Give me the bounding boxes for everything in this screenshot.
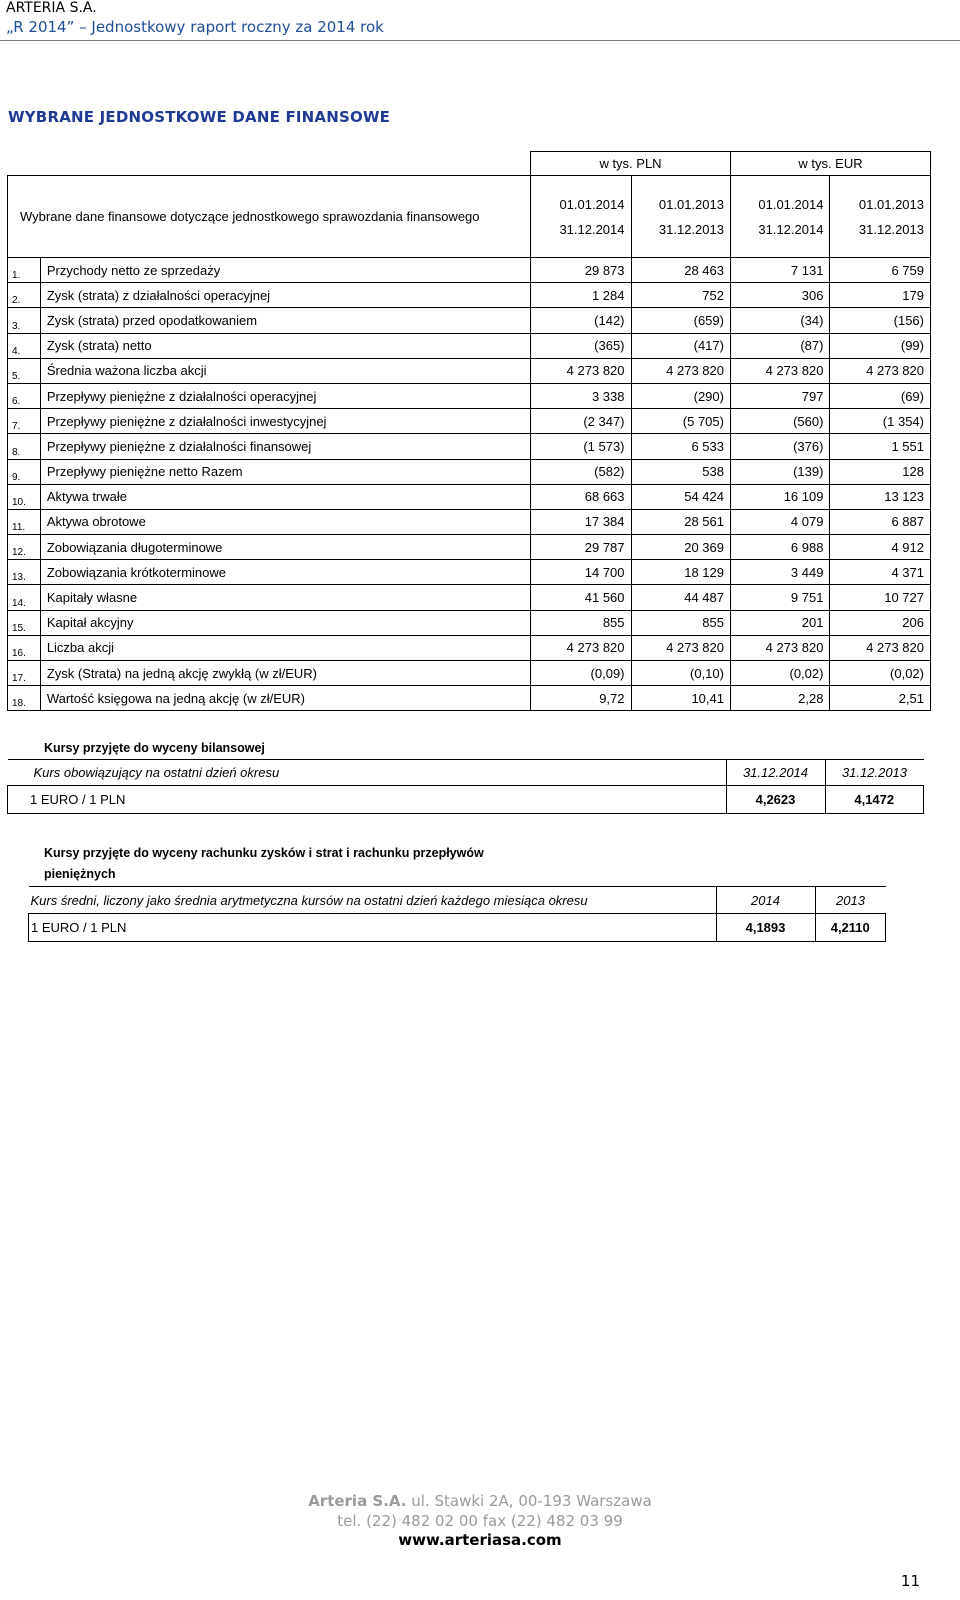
kurs-bilans-date-2013: 31.12.2013	[825, 760, 924, 786]
row-value: (5 705)	[631, 409, 730, 434]
row-label: Średnia ważona liczba akcji	[40, 358, 530, 383]
row-label: Przepływy pieniężne z działalności inwestycyjnej	[40, 409, 530, 434]
row-value: (139)	[730, 459, 829, 484]
row-value: 4 273 820	[631, 635, 730, 660]
row-value: (582)	[531, 459, 632, 484]
kurs-bilans-value-2014: 4,2623	[726, 786, 825, 814]
row-value: 4 371	[830, 560, 931, 585]
kurs-rzis-year-2013: 2013	[815, 887, 886, 914]
table-row	[8, 610, 931, 635]
row-value: 6 759	[830, 258, 931, 283]
row-label: Kapitały własne	[40, 585, 530, 610]
row-value: 54 424	[631, 484, 730, 509]
period-header	[730, 176, 829, 258]
row-value: (34)	[730, 308, 829, 333]
footer-website: www.arteriasa.com	[398, 1531, 562, 1549]
row-value: 4 079	[730, 509, 829, 534]
row-value: 9,72	[531, 686, 632, 711]
row-label: Wartość księgowa na jedną akcję (w zł/EUR)	[40, 686, 530, 711]
row-value: 10 727	[830, 585, 931, 610]
row-value: (0,10)	[631, 661, 730, 686]
report-title: „R 2014” – Jednostkowy raport roczny za 2014 rok	[6, 18, 384, 36]
row-number: 4.	[8, 333, 41, 358]
row-value: (0,02)	[830, 661, 931, 686]
table-row	[8, 333, 931, 358]
row-label: Kapitał akcyjny	[40, 610, 530, 635]
row-number: 17.	[8, 661, 41, 686]
row-value: 14 700	[531, 560, 632, 585]
row-value: 4 273 820	[730, 358, 829, 383]
row-value: 17 384	[531, 509, 632, 534]
table-row	[8, 283, 931, 308]
row-value: (417)	[631, 333, 730, 358]
row-value: 6 887	[830, 509, 931, 534]
row-value: (365)	[531, 333, 632, 358]
header-divider	[0, 40, 960, 41]
row-value: 179	[830, 283, 931, 308]
table-row	[8, 434, 931, 459]
row-value: (290)	[631, 383, 730, 408]
row-label: Aktywa trwałe	[40, 484, 530, 509]
row-number: 8.	[8, 434, 41, 459]
period-header	[830, 176, 931, 258]
row-value: 306	[730, 283, 829, 308]
row-value: 68 663	[531, 484, 632, 509]
row-value: 4 273 820	[531, 635, 632, 660]
table-row	[8, 686, 931, 711]
row-number: 13.	[8, 560, 41, 585]
row-value: 4 912	[830, 535, 931, 560]
kurs-rzis-value-2014: 4,1893	[716, 914, 815, 942]
page-number: 11	[900, 1572, 920, 1590]
row-value: (2 347)	[531, 409, 632, 434]
row-value: 3 449	[730, 560, 829, 585]
table-row	[8, 383, 931, 408]
row-value: (1 354)	[830, 409, 931, 434]
row-label: Zobowiązania krótkoterminowe	[40, 560, 530, 585]
row-label: Zobowiązania długoterminowe	[40, 535, 530, 560]
row-value: 29 787	[531, 535, 632, 560]
table-row	[8, 585, 931, 610]
row-value: (156)	[830, 308, 931, 333]
table-row	[8, 484, 931, 509]
row-value: 128	[830, 459, 931, 484]
row-value: 28 561	[631, 509, 730, 534]
row-value: 18 129	[631, 560, 730, 585]
period-header	[631, 176, 730, 258]
kurs-rzis-title: Kursy przyjęte do wyceny rachunku zysków i strat i rachunku przepływów	[44, 846, 484, 860]
table-row	[8, 560, 931, 585]
row-value: 4 273 820	[531, 358, 632, 383]
table-caption: Wybrane dane finansowe dotyczące jednostkowego sprawozdania finansowego	[8, 176, 531, 258]
kurs-rzis-year-2014: 2014	[716, 887, 815, 914]
row-value: 16 109	[730, 484, 829, 509]
kurs-rzis-desc: Kurs średni, liczony jako średnia arytmetyczna kursów na ostatni dzień każdego miesiąca okresu	[29, 887, 717, 914]
row-value: 201	[730, 610, 829, 635]
row-number: 16.	[8, 635, 41, 660]
row-value: (659)	[631, 308, 730, 333]
row-number: 18.	[8, 686, 41, 711]
row-label: Przychody netto ze sprzedaży	[40, 258, 530, 283]
row-number: 2.	[8, 283, 41, 308]
kurs-rzis-value-2013: 4,2110	[815, 914, 886, 942]
kurs-bilans-date-2014: 31.12.2014	[726, 760, 825, 786]
row-value: 752	[631, 283, 730, 308]
row-label: Liczba akcji	[40, 635, 530, 660]
row-value: 2,51	[830, 686, 931, 711]
row-label: Aktywa obrotowe	[40, 509, 530, 534]
table-row	[8, 358, 931, 383]
row-value: (0,09)	[531, 661, 632, 686]
row-value: 855	[531, 610, 632, 635]
row-value: 3 338	[531, 383, 632, 408]
row-value: 10,41	[631, 686, 730, 711]
row-number: 1.	[8, 258, 41, 283]
row-value: 9 751	[730, 585, 829, 610]
period-from: 01.01.2014	[559, 196, 625, 212]
row-value: 28 463	[631, 258, 730, 283]
kurs-bilans-desc: Kurs obowiązujący na ostatni dzień okresu	[8, 760, 727, 786]
table-row	[8, 661, 931, 686]
row-value: 4 273 820	[730, 635, 829, 660]
period-from: 01.01.2013	[858, 196, 924, 212]
kurs-bilans-table	[7, 759, 924, 814]
row-value: 855	[631, 610, 730, 635]
row-value: 4 273 820	[830, 635, 931, 660]
kurs-bilans-pair: 1 EURO / 1 PLN	[8, 786, 727, 814]
row-value: (142)	[531, 308, 632, 333]
footer-address-line	[0, 1492, 960, 1510]
financial-data-table	[7, 151, 931, 711]
row-label: Zysk (strata) netto	[40, 333, 530, 358]
row-value: 2,28	[730, 686, 829, 711]
period-to: 31.12.2014	[758, 221, 824, 237]
table-row	[8, 459, 931, 484]
row-value: 206	[830, 610, 931, 635]
row-value: 4 273 820	[631, 358, 730, 383]
table-row	[8, 535, 931, 560]
row-number: 10.	[8, 484, 41, 509]
table-row	[8, 635, 931, 660]
row-number: 3.	[8, 308, 41, 333]
row-value: 6 533	[631, 434, 730, 459]
row-value: (376)	[730, 434, 829, 459]
row-number: 15.	[8, 610, 41, 635]
row-value: 29 873	[531, 258, 632, 283]
row-number: 12.	[8, 535, 41, 560]
row-value: (87)	[730, 333, 829, 358]
row-label: Zysk (Strata) na jedną akcję zwykłą (w zł/EUR)	[40, 661, 530, 686]
table-row	[8, 409, 931, 434]
footer-phones: tel. (22) 482 02 00 fax (22) 482 03 99	[337, 1512, 623, 1530]
row-number: 11.	[8, 509, 41, 534]
footer-address: ul. Stawki 2A, 00-193 Warszawa	[411, 1492, 652, 1510]
row-number: 5.	[8, 358, 41, 383]
section-title: WYBRANE JEDNOSTKOWE DANE FINANSOWE	[8, 108, 391, 126]
table-row	[8, 258, 931, 283]
row-number: 7.	[8, 409, 41, 434]
table-row	[8, 308, 931, 333]
period-to: 31.12.2014	[559, 221, 625, 237]
period-header	[531, 176, 632, 258]
row-label: Zysk (strata) przed opodatkowaniem	[40, 308, 530, 333]
row-value: 1 551	[830, 434, 931, 459]
row-value: (0,02)	[730, 661, 829, 686]
row-value: (69)	[830, 383, 931, 408]
row-value: 4 273 820	[830, 358, 931, 383]
row-label: Zysk (strata) z działalności operacyjnej	[40, 283, 530, 308]
row-value: 13 123	[830, 484, 931, 509]
period-from: 01.01.2013	[658, 196, 724, 212]
row-value: 20 369	[631, 535, 730, 560]
table-row	[8, 509, 931, 534]
company-name: ARTERIA S.A.	[6, 0, 97, 16]
kurs-bilans-title: Kursy przyjęte do wyceny bilansowej	[44, 741, 265, 755]
period-to: 31.12.2013	[858, 221, 924, 237]
row-value: 6 988	[730, 535, 829, 560]
row-value: 44 487	[631, 585, 730, 610]
row-value: (99)	[830, 333, 931, 358]
footer-company: Arteria S.A.	[308, 1492, 407, 1510]
period-from: 01.01.2014	[758, 196, 824, 212]
row-label: Przepływy pieniężne z działalności operacyjnej	[40, 383, 530, 408]
row-label: Przepływy pieniężne netto Razem	[40, 459, 530, 484]
row-value: (560)	[730, 409, 829, 434]
row-number: 9.	[8, 459, 41, 484]
row-number: 14.	[8, 585, 41, 610]
row-value: 1 284	[531, 283, 632, 308]
kurs-rzis-title-cont: pieniężnych	[44, 867, 116, 881]
currency-pln-header: w tys. PLN	[531, 152, 731, 176]
kurs-rzis-pair: 1 EURO / 1 PLN	[29, 914, 717, 942]
period-to: 31.12.2013	[658, 221, 724, 237]
row-number: 6.	[8, 383, 41, 408]
row-value: 797	[730, 383, 829, 408]
row-value: 7 131	[730, 258, 829, 283]
kurs-bilans-value-2013: 4,1472	[825, 786, 924, 814]
kurs-rzis-table	[28, 886, 886, 942]
row-value: 41 560	[531, 585, 632, 610]
row-value: (1 573)	[531, 434, 632, 459]
row-label: Przepływy pieniężne z działalności finansowej	[40, 434, 530, 459]
row-value: 538	[631, 459, 730, 484]
currency-eur-header: w tys. EUR	[730, 152, 930, 176]
